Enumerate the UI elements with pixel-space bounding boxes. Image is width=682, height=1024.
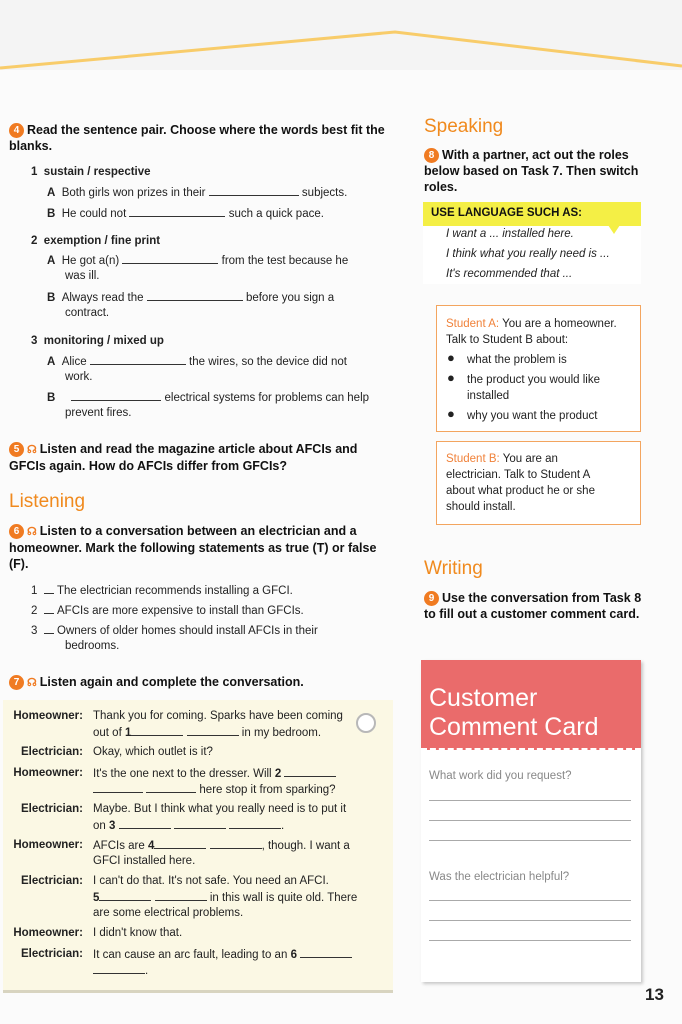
blank[interactable] [155, 889, 207, 901]
item-3-b: B electrical systems for problems can help [47, 389, 369, 406]
card-answer-line[interactable] [429, 900, 631, 901]
speaker-label: Homeowner: [13, 710, 83, 722]
card-question-2: Was the electrician helpful? [429, 871, 570, 883]
blank[interactable] [209, 184, 299, 196]
headphones-icon: ☊ [27, 444, 37, 456]
task-number-badge: 8 [424, 148, 439, 163]
bullet-icon: ● [447, 350, 455, 365]
dialogue-line: on 3 . [93, 817, 284, 834]
student-a-line: Talk to Student B about: [446, 334, 569, 346]
blank[interactable] [229, 817, 281, 829]
blank[interactable] [187, 724, 239, 736]
speaker-label: Electrician: [21, 875, 83, 887]
task-4-instruction: 4 Read the sentence pair. Choose where the words best fit the blanks. [9, 123, 385, 153]
item-1-title: 1 sustain / respective [31, 166, 151, 178]
statement-2: 2 AFCIs are more expensive to install than GFCIs. [31, 602, 304, 619]
task-9-instruction: 9 Use the conversation from Task 8 to fill out a customer comment card. [424, 591, 642, 621]
speaker-label: Homeowner: [13, 839, 83, 851]
task-number-badge: 6 [9, 524, 24, 539]
student-b-intro: Student B: You are an [446, 453, 558, 465]
student-a-bullet: what the problem is [467, 354, 567, 366]
student-b-line: electrician. Talk to Student A [446, 469, 591, 481]
dialogue-line: I didn't know that. [93, 927, 183, 939]
card-perforation [421, 748, 641, 751]
blank[interactable] [154, 837, 206, 849]
speaker-label: Electrician: [21, 746, 83, 758]
card-answer-line[interactable] [429, 940, 631, 941]
blank[interactable] [93, 962, 145, 974]
item-3-a-cont: work. [65, 371, 93, 383]
language-box-heading: USE LANGUAGE SUCH AS: [423, 202, 641, 226]
item-1-b: B He could not such a quick pace. [47, 205, 324, 222]
header-rule [0, 0, 682, 75]
headphones-icon: ☊ [27, 677, 37, 689]
blank[interactable] [146, 781, 196, 793]
item-2-b: B Always read the before you sign a [47, 289, 334, 306]
blank[interactable] [284, 765, 336, 777]
dialogue-line: 5 in this wall is quite old. There [93, 889, 357, 906]
blank[interactable] [174, 817, 226, 829]
language-box-pointer [606, 222, 622, 234]
blank[interactable] [129, 205, 225, 217]
speaker-label: Electrician: [21, 803, 83, 815]
task-number-badge: 7 [9, 675, 24, 690]
blank[interactable] [300, 946, 352, 958]
student-b-line: should install. [446, 501, 516, 513]
card-answer-line[interactable] [429, 920, 631, 921]
blank[interactable] [210, 837, 262, 849]
speaker-label: Homeowner: [13, 767, 83, 779]
dialogue-line: are some electrical problems. [93, 907, 244, 919]
card-answer-line[interactable] [429, 820, 631, 821]
item-2-b-cont: contract. [65, 307, 110, 319]
blank[interactable] [99, 889, 151, 901]
dialogue-line: I can't do that. It's not safe. You need an AFCI. [93, 875, 329, 887]
dialogue-line: . [93, 962, 148, 979]
task-number-badge: 9 [424, 591, 439, 606]
card-answer-line[interactable] [429, 800, 631, 801]
task-6-instruction: 6 ☊ Listen to a conversation between an electrician and a homeowner. Mark the following statements as true (T) or false (F). [9, 524, 377, 571]
section-title-listening: Listening [9, 491, 86, 512]
speaker-label: Homeowner: [13, 927, 83, 939]
item-3-a: A Alice the wires, so the device did not [47, 353, 347, 370]
item-3-title: 3 monitoring / mixed up [31, 335, 164, 347]
dialogue-line: GFCI installed here. [93, 855, 196, 867]
student-a-bullet: the product you would like [467, 374, 600, 386]
tf-blank[interactable] [44, 622, 54, 634]
statement-3: 3 Owners of older homes should install AFCIs in their [31, 622, 318, 639]
item-1-a: A Both girls won prizes in their subjects. [47, 184, 347, 201]
customer-comment-card [421, 660, 641, 982]
conversation-shadow [3, 990, 393, 993]
blank[interactable] [90, 353, 186, 365]
item-3-b-cont: prevent fires. [65, 407, 132, 419]
section-title-writing: Writing [424, 558, 483, 579]
dialogue-line: Maybe. But I think what you really need is to put it [93, 803, 347, 815]
task-7-instruction: 7 ☊ Listen again and complete the conversation. [9, 674, 389, 691]
blank[interactable] [71, 389, 161, 401]
blank[interactable] [122, 252, 218, 264]
card-title-line-2: Comment Card [429, 713, 599, 741]
blank[interactable] [131, 724, 183, 736]
item-2-a: A He got a(n) from the test because he [47, 252, 348, 269]
item-2-title: 2 exemption / fine print [31, 235, 161, 247]
item-2-a-cont: was ill. [65, 270, 100, 282]
statement-1: 1 The electrician recommends installing a GFCI. [31, 582, 293, 599]
card-question-1: What work did you request? [429, 770, 572, 782]
language-phrase: It's recommended that ... [446, 268, 573, 280]
blank[interactable] [147, 289, 243, 301]
speaker-label: Electrician: [21, 948, 83, 960]
statement-3-cont: bedrooms. [65, 640, 120, 652]
card-title-line-1: Customer [429, 684, 538, 712]
student-a-intro: Student A: You are a homeowner. [446, 318, 617, 330]
student-b-line: about what product he or she [446, 485, 595, 497]
dialogue-line: It can cause an arc fault, leading to an 6 [93, 946, 352, 963]
dialogue-line: AFCIs are 4 , though. I want a [93, 837, 350, 854]
task-number-badge: 5 [9, 442, 24, 457]
blank[interactable] [119, 817, 171, 829]
task-5-instruction: 5 ☊ Listen and read the magazine article about AFCIs and GFCIs again. How do AFCIs differ from GFCIs? [9, 442, 358, 473]
language-phrase: I want a ... installed here. [446, 228, 574, 240]
page-number: 13 [645, 985, 664, 1004]
blank[interactable] [93, 781, 143, 793]
section-title-speaking: Speaking [424, 116, 504, 137]
tf-blank[interactable] [44, 582, 54, 594]
task-number-badge: 4 [9, 123, 24, 138]
card-answer-line[interactable] [429, 840, 631, 841]
tf-blank[interactable] [44, 602, 54, 614]
dialogue-line: It's the one next to the dresser. Will 2 [93, 765, 336, 782]
bullet-icon: ● [447, 370, 455, 385]
headphones-icon: ☊ [27, 526, 37, 538]
dialogue-line: here stop it from sparking? [93, 781, 336, 798]
binder-ring-icon [356, 713, 376, 733]
student-a-bullet-cont: installed [467, 390, 510, 402]
dialogue-line: Thank you for coming. Sparks have been coming [93, 710, 343, 722]
bullet-icon: ● [447, 406, 455, 421]
task-8-instruction: 8 With a partner, act out the roles below based on Task 7. Then switch roles. [424, 148, 639, 194]
language-phrase: I think what you really need is ... [446, 248, 610, 260]
dialogue-line: Okay, which outlet is it? [93, 746, 213, 758]
student-a-bullet: why you want the product [467, 410, 598, 422]
dialogue-line: out of 1 in my bedroom. [93, 724, 321, 741]
